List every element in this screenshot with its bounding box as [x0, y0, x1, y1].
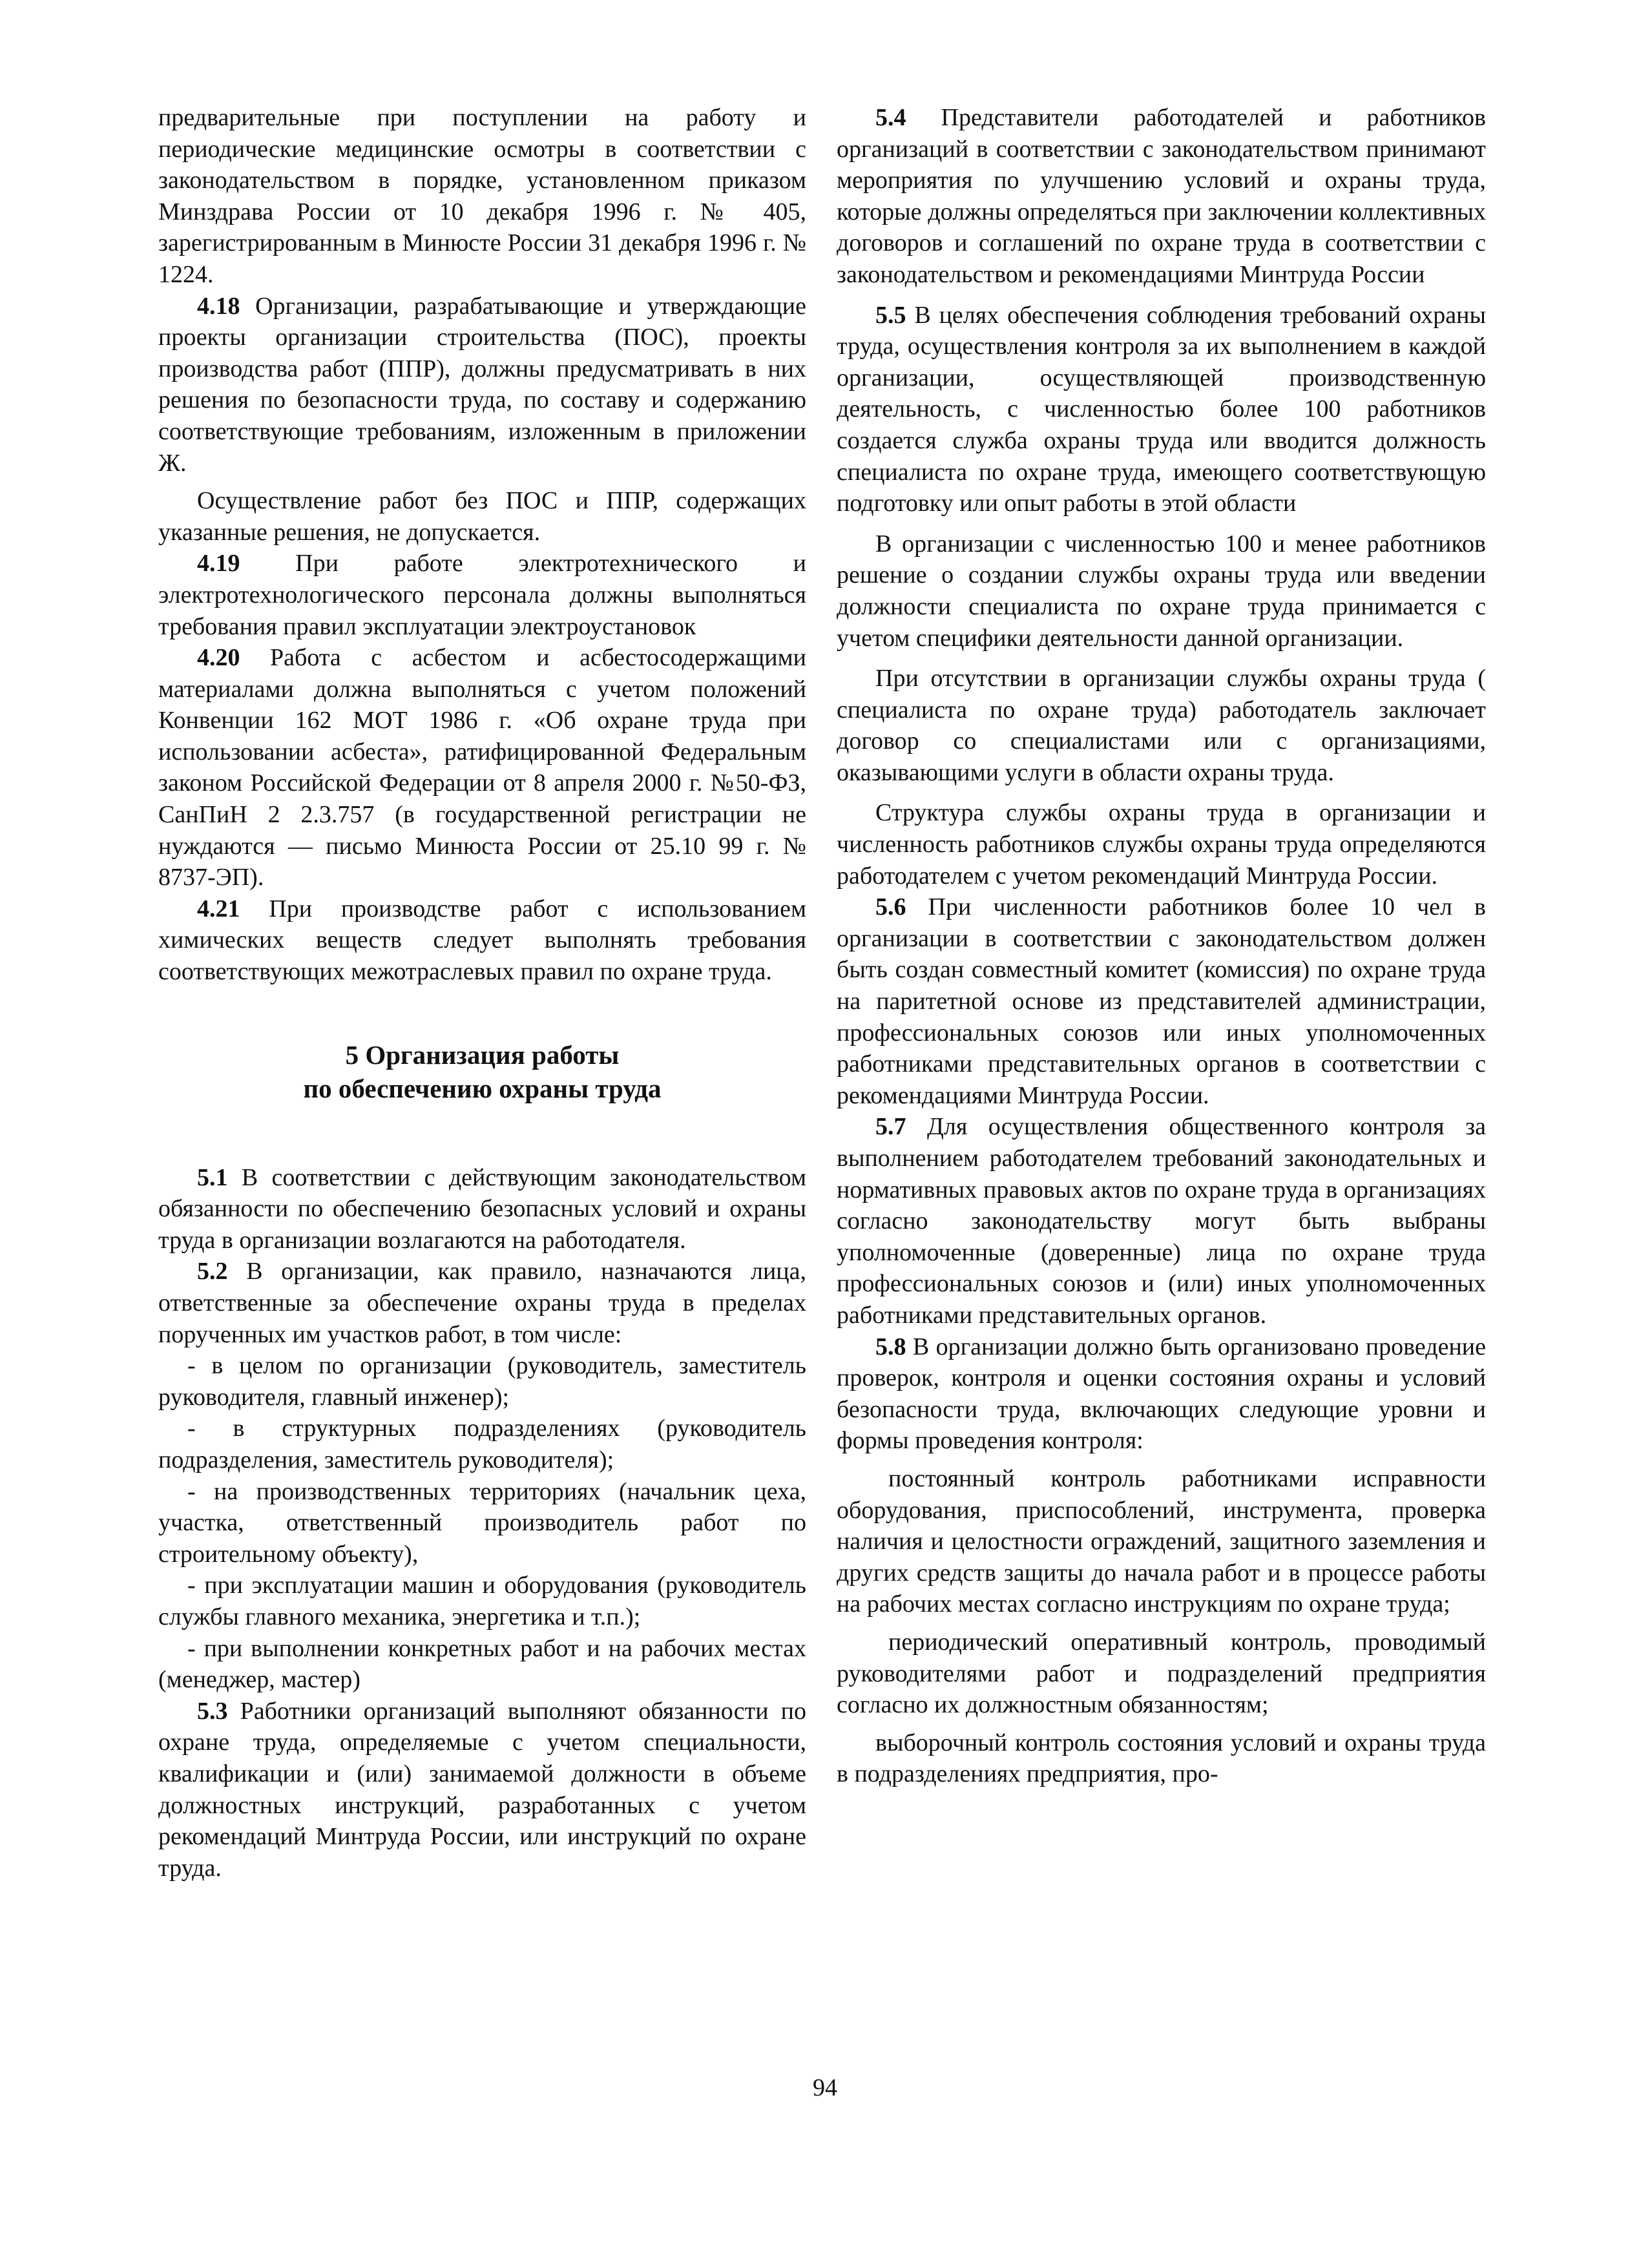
clause-number: 5.4 — [875, 104, 906, 131]
section-title-line1: 5 Организация работы — [345, 1039, 620, 1070]
clause-number: 5.3 — [197, 1697, 228, 1725]
clause-5-8 — [837, 1331, 1486, 1457]
clause-text: В соответствии с действующим законодательством обязанности по обеспечению безопасных условий и охраны труда в организации возлагаются на работодателя. — [158, 1163, 806, 1254]
clause-4-20 — [158, 642, 806, 893]
clause-number: 4.20 — [197, 644, 240, 672]
clause-number: 4.19 — [197, 550, 240, 577]
clause-5-1 — [158, 1162, 806, 1256]
clause-text: Для осуществления общественного контроля за выполнением работодателем требований законодательных и нормативных правовых актов по охране труда в организациях согласно законодательству могут быть выбраны уполномоченные (доверенные) лица по охране труда профессиональных союзов и (или) иных уполномоченных работниками представительных органов. — [837, 1113, 1486, 1329]
paragraph-continuation: предварительные при поступлении на работу и периодические медицинские осмотры в соответствии с законодательством в порядке, установленном приказом Минздрава России от 10 декабря 1996 г. № 405, зарегистрированным в Минюсте России 31 декабря 1996 г. № 1224. — [158, 104, 806, 288]
clause-4-19 — [158, 548, 806, 642]
clause-text: При производстве работ с использованием химических веществ следует выполнять требования соответствующих межотраслевых правил по охране труда. — [158, 895, 806, 986]
right-column — [837, 102, 1486, 1790]
list-item: - в целом по организации (руководитель, заместитель руководителя, главный инженер); — [158, 1352, 806, 1411]
clause-text: В целях обеспечения соблюдения требований охраны труда, осуществления контроля за их выполнением в каждой организации, осуществляющей производственную деятельность, с численностью более 100 работников создается служба охраны труда или вводится должность специалиста по охране труда, имеющего соответствующую подготовку или опыт работы в этой области — [837, 301, 1486, 517]
clause-4-21 — [158, 893, 806, 988]
list-item: - при эксплуатации машин и оборудования (руководитель службы главного механика, энергетика и т.п.); — [158, 1572, 806, 1630]
control-level-item: выборочный контроль состояния условий и охраны труда в подразделениях предприятия, про- — [837, 1729, 1486, 1788]
clause-text: В организации, как правило, назначаются лица, ответственные за обеспечение охраны труда в пределах порученных им участков работ, в том числе: — [158, 1258, 806, 1348]
clause-text: При работе электротехнического и электротехнологического персонала должны выполняться требования правил эксплуатации электроустановок — [158, 550, 806, 640]
clause-number: 5.5 — [875, 301, 906, 329]
clause-text: Представители работодателей и работников организаций в соответствии с законодательством принимают мероприятия по улучшению условий и охраны труда, которые должны определяться при заключении коллективных договоров и соглашений по охране труда в соответствии с законодательством и рекомендациями Минтруда России — [837, 104, 1486, 288]
clause-number: 5.1 — [197, 1163, 228, 1191]
control-level-item: периодический оперативный контроль, проводимый руководителями работ и подразделений предприятия согласно их должностным обязанностям; — [837, 1628, 1486, 1719]
paragraph-service-structure: Структура службы охраны труда в организации и численность работников службы охраны труда определяются работодателем с учетом рекомендаций Минтруда России. — [837, 799, 1486, 890]
clause-5-5 — [837, 300, 1486, 519]
clause-text: Организации, разрабатывающие и утверждающие проекты организации строительства (ПОС), проекты производства работ (ППР), должны предусматривать в них решения по безопасности труда, по составу и содержанию соответствующие требованиям, изложенным в приложении Ж. — [158, 292, 806, 477]
paragraph-no-service: При отсутствии в организации службы охраны труда ( специалиста по охране труда) работодатель заключает договор со специалистами или с организациями, оказывающими услуги в области охраны труда. — [837, 665, 1486, 786]
clause-text: В организации должно быть организовано проведение проверок, контроля и оценки состояния охраны и условий безопасности труда, включающих следующие уровни и формы проведения контроля: — [837, 1333, 1486, 1455]
clause-5-4 — [837, 102, 1486, 291]
paragraph-small-org: В организации с численностью 100 и менее работников решение о создании службы охраны труда или введении должности специалиста по охране труда принимается с учетом специфики деятельности данной организации. — [837, 530, 1486, 652]
clause-text: При численности работников более 10 чел в организации в соответствии с законодательством должен быть создан совместный комитет (комиссия) по охране труда на паритетной основе из представителей администрации, профессиональных союзов или иных уполномоченных работниками представительных органов в соответствии с рекомендациями Минтруда России. — [837, 893, 1486, 1109]
page-number: 94 — [813, 2074, 837, 2101]
clause-number: 4.21 — [197, 895, 240, 922]
clause-5-2 — [158, 1256, 806, 1350]
section-title-line2: по обеспечению охраны труда — [303, 1073, 662, 1103]
clause-text: Работа с асбестом и асбестосодержащими материалами должна выполняться с учетом положений Конвенции 162 МОТ 1986 г. «Об охране труда при использовании асбеста», ратифицированной Федеральным законом Российской Федерации от 8 апреля 2000 г. №50-ФЗ, СанПиН 2 2.3.757 (в государственной регистрации не нуждаются — письмо Минюста России от 25.10 99 г. № 8737-ЭП). — [158, 644, 806, 891]
section-title — [158, 1038, 806, 1105]
left-column — [158, 102, 806, 1884]
control-level-item: постоянный контроль работниками исправности оборудования, приспособлений, инструмента, проверка наличия и целостности ограждений, защитного заземления и других средств защиты до начала работ и в процессе работы на рабочих местах согласно инструкциям по охране труда; — [837, 1464, 1486, 1618]
clause-5-3 — [158, 1696, 806, 1884]
clause-4-18 — [158, 291, 806, 479]
clause-number: 5.7 — [875, 1113, 906, 1141]
clause-text: Работники организаций выполняют обязанности по охране труда, определяемые с учетом специальности, квалификации и (или) занимаемой должности в объеме должностных инструкций, разработанных с учетом рекомендаций Минтруда России, или инструкций по охране труда. — [158, 1697, 806, 1882]
list-item: - при выполнении конкретных работ и на рабочих местах (менеджер, мастер) — [158, 1634, 806, 1694]
paragraph-pos-ppr: Осуществление работ без ПОС и ППР, содержащих указанные решения, не допускается. — [158, 487, 806, 546]
clause-number: 5.8 — [875, 1333, 906, 1360]
clause-number: 4.18 — [197, 292, 240, 320]
clause-5-7 — [837, 1111, 1486, 1331]
clause-number: 5.2 — [197, 1258, 228, 1285]
list-item: - на производственных территориях (начальник цеха, участка, ответственный производитель работ по строительному объекту), — [158, 1477, 806, 1568]
clause-5-6 — [837, 891, 1486, 1111]
clause-number: 5.6 — [875, 893, 906, 921]
list-item: - в структурных подразделениях (руководитель подразделения, заместитель руководителя); — [158, 1415, 806, 1473]
